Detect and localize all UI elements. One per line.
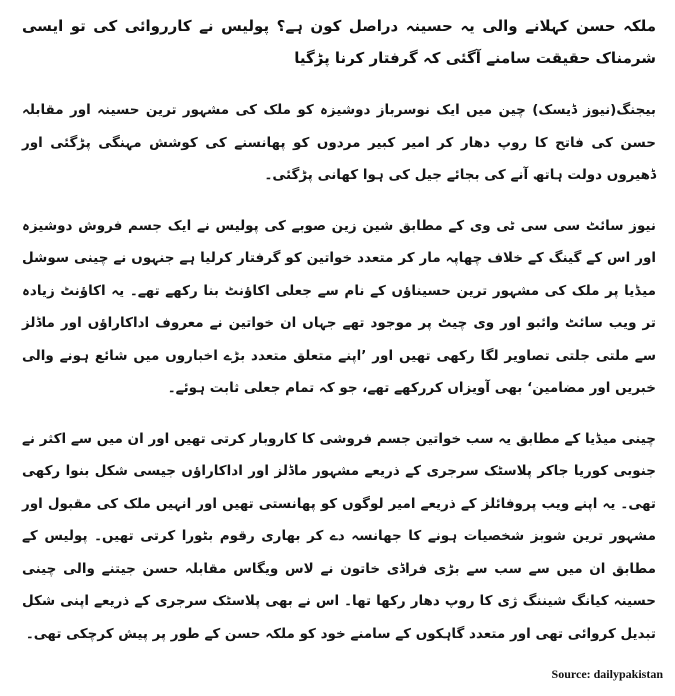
article-paragraph: چینی میڈیا کے مطابق یہ سب خواتین جسم فروشی کا کاروبار کرتی تھیں اور ان میں سے اکثر نے جنوبی کوریا جاکر پلاسٹک سرجری کے ذریعے مشہور ماڈلز اور اداکاراﺅں جیسی شکل بنوا رکھی تھی۔ یہ اپنے ویب پروفائلز کے ذریعے امیر لوگوں کو پھانستی تھیں اور انہیں ملک کی مقبول اور مشہور ترین شوبز شخصیات ہونے کا جھانسہ دے کر بھاری رقوم بٹورا کرتی تھیں۔ پولیس کے مطابق ان میں سے سب سے بڑی فراڈی خاتون نے لاس ویگاس مقابلہ حسن جیتنے والی چینی حسینہ کیانگ شیننگ ژی کا روپ دھار رکھا تھا۔ اس نے بھی پلاسٹک سرجری کے ذریعے اپنی شکل تبدیل کروائی تھی اور متعدد گاہکوں کے سامنے خود کو ملکہ حسن کے طور پر پیش کرچکی تھی۔ (22, 430, 656, 642)
article (22, 10, 656, 668)
article-paragraph: نیوز سائٹ سی سی ٹی وی کے مطابق شین زین صوبے کی پولیس نے ایک جسم فروش دوشیزہ اور اس کے گینگ کے خلاف چھاپہ مار کر متعدد خواتین کو گرفتار کرلیا ہے جنہوں نے چینی سوشل میڈیا پر ملک کی مشہور ترین حسیناﺅں کے نام سے جعلی اکاﺅنٹ بنا رکھے تھے۔ یہ اکاﺅنٹ زیادہ تر ویب سائٹ وائبو اور وی چیٹ پر موجود تھے جہاں ان خواتین نے معروف اداکاراﺅں اور ماڈلز سے ملتی جلتی تصاویر لگا رکھی تھیں اور ’اپنے متعلق متعدد بڑے اخباروں میں شائع ہونے والی خبریں اور مضامین‘ بھی آویزاں کررکھے تھے، جو کہ تمام جعلی ثابت ہوئے۔ (22, 217, 656, 396)
article-headline: ملکہ حسن کہلانے والی یہ حسینہ دراصل کون ہے؟ پولیس نے کارروائی کی تو ایسی شرمناک حقیقت سامنے آگئی کہ گرفتار کرنا پڑگیا (22, 17, 656, 67)
article-paragraph: بیجنگ(نیوز ڈیسک) چین میں ایک نوسرباز دوشیزہ کو ملک کی مشہور ترین حسینہ اور مقابلہ حسن کی فاتح کا روپ دھار کر امیر کبیر مردوں کو پھانسنے کی کوشش مہنگی پڑگئی اور ڈھیروں دولت ہاتھ آنے کی بجائے جیل کی ہوا کھانی پڑگئی۔ (22, 102, 656, 183)
source-credit: Source: dailypakistan (551, 667, 663, 681)
